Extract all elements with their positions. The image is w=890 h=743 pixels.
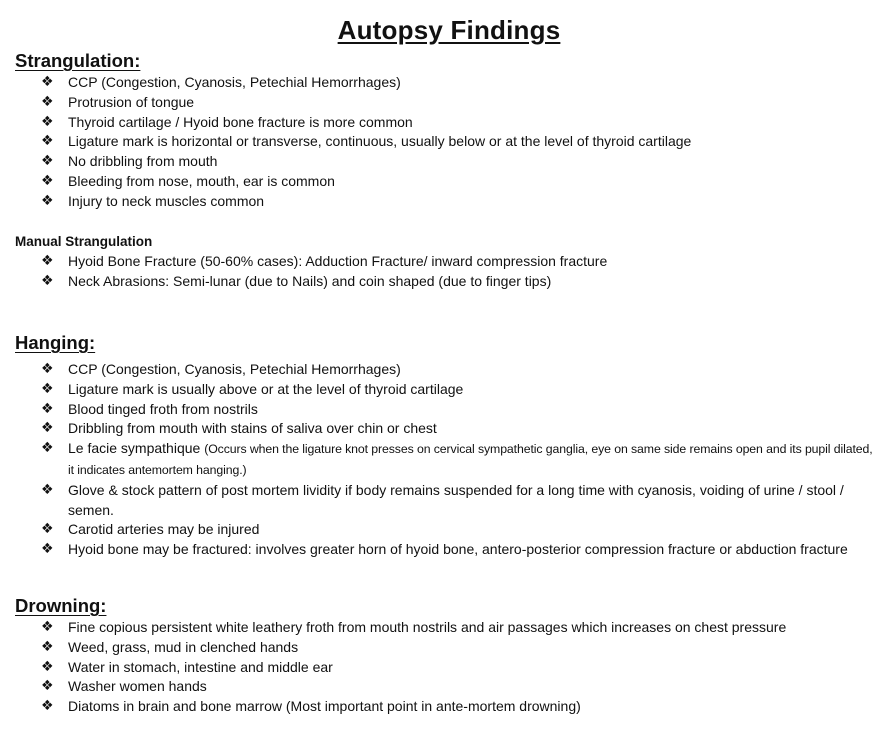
diamond-bullet-icon: ❖ — [41, 440, 54, 457]
list-item: ❖ Diatoms in brain and bone marrow (Most important point in ante-mortem drowning) — [0, 697, 880, 717]
list-item: ❖ Blood tinged froth from nostrils — [0, 400, 880, 420]
page-title: Autopsy Findings — [337, 15, 561, 45]
diamond-bullet-icon: ❖ — [41, 361, 54, 377]
diamond-bullet-icon: ❖ — [41, 698, 54, 715]
list-item: ❖ Glove & stock pattern of post mortem lividity if body remains suspended for a long time with cyanosis, voiding of urine / stool / semen. — [41, 481, 844, 518]
manual-strangulation-list — [0, 252, 880, 292]
diamond-bullet-icon: ❖ — [41, 541, 54, 558]
list-item: ❖ Injury to neck muscles common — [0, 192, 880, 212]
diamond-bullet-icon: ❖ — [41, 420, 54, 437]
diamond-bullet-icon: ❖ — [41, 521, 54, 538]
list-item: ❖ Hyoid Bone Fracture (50-60% cases): Adduction Fracture/ inward compression fracture — [0, 252, 880, 272]
list-item: ❖ Le facie sympathique (Occurs when the ligature knot presses on cervical sympathetic ganglia, eye on same side remains open and its pupil dilated, it indicates antemortem hanging.) — [41, 440, 873, 477]
diamond-bullet-icon: ❖ — [41, 678, 54, 695]
diamond-bullet-icon: ❖ — [41, 93, 54, 110]
list-item: ❖ CCP (Congestion, Cyanosis, Petechial Hemorrhages) — [0, 73, 880, 93]
list-item: ❖ Hyoid bone may be fractured: involves greater horn of hyoid bone, antero-posterior compression fracture or abduction fracture — [0, 540, 880, 560]
diamond-bullet-icon: ❖ — [41, 400, 54, 417]
list-item: ❖ Bleeding from nose, mouth, ear is common — [0, 172, 880, 192]
diamond-bullet-icon: ❖ — [41, 113, 54, 130]
drowning-heading: Drowning: — [15, 595, 107, 616]
diamond-bullet-icon: ❖ — [41, 133, 54, 150]
diamond-bullet-icon: ❖ — [41, 153, 54, 170]
strangulation-list — [0, 73, 880, 212]
diamond-bullet-icon: ❖ — [41, 253, 54, 269]
list-item: ❖ Ligature mark is horizontal or transverse, continuous, usually below or at the level of thyroid cartilage — [0, 132, 880, 152]
list-item: ❖ Neck Abrasions: Semi-lunar (due to Nails) and coin shaped (due to finger tips) — [0, 272, 880, 292]
list-item: ❖ Protrusion of tongue — [0, 93, 880, 113]
list-item: ❖ Ligature mark is usually above or at the level of thyroid cartilage — [0, 380, 880, 400]
diamond-bullet-icon: ❖ — [41, 272, 54, 289]
list-item: ❖ Washer women hands — [0, 677, 880, 697]
list-item: ❖ Weed, grass, mud in clenched hands — [0, 638, 880, 658]
list-item: ❖ Water in stomach, intestine and middle ear — [0, 658, 880, 678]
diamond-bullet-icon: ❖ — [41, 380, 54, 397]
diamond-bullet-icon: ❖ — [41, 481, 54, 498]
diamond-bullet-icon: ❖ — [41, 172, 54, 189]
diamond-bullet-icon: ❖ — [41, 192, 54, 209]
hanging-list — [0, 360, 880, 560]
list-item: ❖ Dribbling from mouth with stains of saliva over chin or chest — [0, 419, 880, 439]
list-item: ❖ Carotid arteries may be injured — [0, 520, 880, 540]
list-item: ❖ No dribbling from mouth — [0, 152, 880, 172]
list-item: ❖ CCP (Congestion, Cyanosis, Petechial Hemorrhages) — [0, 360, 880, 380]
list-item: ❖ Thyroid cartilage / Hyoid bone fracture is more common — [0, 113, 880, 133]
diamond-bullet-icon: ❖ — [41, 658, 54, 675]
strangulation-heading: Strangulation: — [15, 50, 141, 71]
diamond-bullet-icon: ❖ — [41, 638, 54, 655]
diamond-bullet-icon: ❖ — [41, 619, 54, 635]
manual-strangulation-heading: Manual Strangulation — [15, 234, 153, 249]
drowning-list — [0, 618, 880, 717]
list-item: ❖ Fine copious persistent white leathery froth from mouth nostrils and air passages which increases on chest pressure — [0, 618, 880, 638]
hanging-heading: Hanging: — [15, 332, 96, 353]
diamond-bullet-icon: ❖ — [41, 74, 54, 90]
